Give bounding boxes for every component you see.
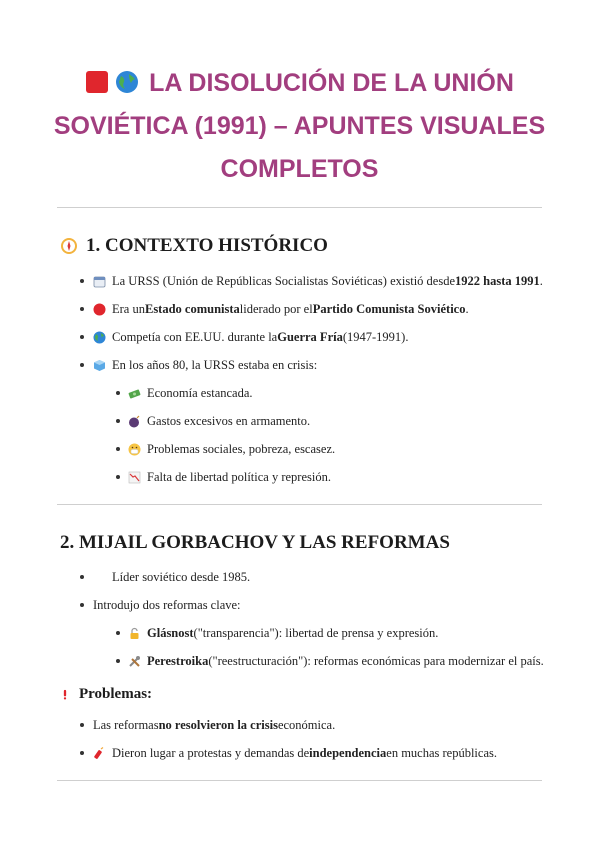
bullet (80, 575, 84, 579)
sub-list-item: Falta de libertad política y represión. (128, 468, 331, 486)
sub-list-item: Perestroika ("reestructuración"): reformas económicas para modernizar el país. (128, 652, 544, 670)
globe-icon (93, 331, 106, 344)
sub-list-item: Economía estancada. (128, 384, 253, 402)
bullet (80, 751, 84, 755)
bullet (80, 363, 84, 367)
title-line-2: SOVIÉTICA (1991) – APUNTES VISUALES (53, 112, 546, 140)
red-circle-icon (93, 303, 106, 316)
bullet (80, 279, 84, 283)
bullet (116, 447, 120, 451)
divider (57, 504, 542, 505)
bullet (80, 335, 84, 339)
divider (57, 207, 542, 208)
section-1-title: 1. CONTEXTO HISTÓRICO (86, 235, 328, 256)
problems-heading: Problemas: (60, 686, 152, 703)
page-title (40, 62, 559, 191)
tools-icon (128, 655, 141, 668)
bullet (80, 603, 84, 607)
bullet (116, 391, 120, 395)
list-item: En los años 80, la URSS estaba en crisis: (93, 356, 317, 374)
bomb-icon (128, 415, 141, 428)
bullet (116, 419, 120, 423)
mask-face-icon (128, 443, 141, 456)
list-item: Dieron lugar a protestas y demandas de independencia en muchas repúblicas. (93, 744, 497, 762)
bullet (116, 475, 120, 479)
exclamation-icon (60, 687, 70, 702)
section-2-title: 2. MIJAIL GORBACHOV Y LAS REFORMAS (60, 532, 450, 553)
calendar-icon (93, 275, 106, 288)
bullet (116, 631, 120, 635)
bullet (116, 659, 120, 663)
chart-down-icon (128, 471, 141, 484)
ice-cube-icon (93, 359, 106, 372)
sub-list-item: Problemas sociales, pobreza, escasez. (128, 440, 335, 458)
list-item: Competía con EE.UU. durante la Guerra Fría (1947-1991). (93, 328, 408, 346)
section-2-heading (60, 532, 450, 554)
title-line-3: COMPLETOS (220, 155, 379, 183)
divider (57, 780, 542, 781)
firecracker-icon (93, 747, 106, 760)
compass-icon (60, 237, 78, 255)
list-item: Líder soviético desde 1985. (112, 569, 251, 584)
bullet (80, 723, 84, 727)
list-item: Era un Estado comunista liderado por el Partido Comunista Soviético . (93, 300, 469, 318)
list-item: Las reformas no resolvieron la crisis económica. (93, 717, 336, 732)
sub-list-item: Gastos excesivos en armamento. (128, 412, 310, 430)
globe-icon (115, 70, 139, 94)
lock-icon (128, 627, 141, 640)
red-square-icon (85, 70, 109, 94)
bullet (80, 307, 84, 311)
title-line-1 (40, 62, 559, 105)
section-1-heading (60, 235, 328, 257)
list-item: La URSS (Unión de Repúblicas Socialistas Soviéticas) existió desde 1922 hasta 1991 . (93, 272, 543, 290)
money-icon (128, 387, 141, 400)
list-item: Introdujo dos reformas clave: (93, 597, 241, 612)
title-text-1: LA DISOLUCIÓN DE LA UNIÓN (149, 69, 514, 97)
sub-list-item: Glásnost ("transparencia"): libertad de prensa y expresión. (128, 624, 438, 642)
